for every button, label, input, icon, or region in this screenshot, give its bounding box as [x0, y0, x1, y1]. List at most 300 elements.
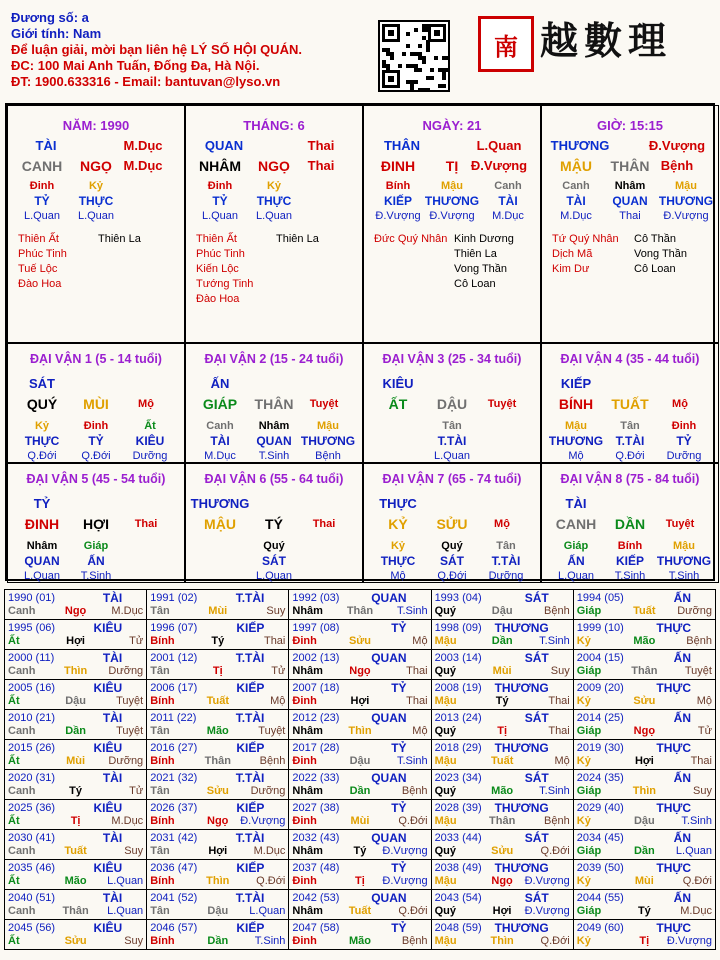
year-cell — [5, 620, 147, 650]
year-stage: Mộ — [696, 695, 712, 707]
year-head — [289, 710, 430, 724]
year-branch: Dậu — [65, 695, 86, 707]
hidden-ten-god: T.TÀI — [615, 434, 645, 448]
year-body — [432, 604, 573, 618]
year-branch: Tuất — [490, 755, 514, 767]
year-head — [432, 680, 573, 694]
year-stage: T.Sinh — [539, 785, 570, 797]
hidden-stem: Đinh — [83, 420, 109, 432]
year-cell — [573, 740, 715, 770]
heavenly-stem: MẬU — [204, 516, 236, 532]
hidden-stage: Mộ — [568, 450, 584, 462]
hidden-ten-god: TÀI — [498, 194, 518, 208]
hidden-stem: Kỷ — [34, 420, 50, 432]
year-head — [5, 590, 146, 604]
ten-god: TỶ — [33, 496, 51, 511]
year-cell — [289, 680, 431, 710]
year-branch: Hợi — [208, 845, 228, 857]
hidden-stem: Kỷ — [88, 180, 104, 192]
year-head — [289, 590, 430, 604]
year-head — [5, 650, 146, 664]
year-body — [289, 844, 430, 858]
hidden-stem: Quý — [441, 540, 463, 552]
year-ten-god: QUAN — [371, 591, 407, 605]
ten-god: QUAN — [204, 138, 244, 153]
year-cell — [5, 860, 147, 890]
year-stage: T.Sinh — [396, 605, 428, 617]
hidden-stem: Mậu — [441, 180, 463, 192]
heavenly-stem: KỶ — [388, 516, 408, 532]
year-stem: Ất — [8, 875, 20, 887]
year-stage: Thai — [406, 665, 428, 677]
year-body — [5, 934, 146, 948]
year-stage: Tử — [271, 665, 286, 677]
year-body — [5, 874, 146, 888]
year-branch: Tý — [211, 635, 225, 647]
year-stem: Quý — [434, 725, 456, 737]
year-label: 2016 (27) — [150, 742, 198, 754]
hidden-ten-god: THỰC — [24, 434, 60, 448]
year-label: 2018 (29) — [434, 742, 482, 754]
year-branch: Thân — [346, 605, 374, 617]
year-stem: Canh — [8, 725, 36, 737]
year-label: 1999 (10) — [576, 622, 624, 634]
year-branch: Dậu — [633, 815, 655, 827]
year-head — [147, 830, 288, 844]
ten-god: THƯƠNG — [190, 496, 250, 511]
hidden-stage: Đ.Vượng — [429, 210, 475, 222]
year-cell — [5, 590, 147, 620]
year-stem: Mậu — [434, 695, 457, 707]
year-label: 2030 (41) — [8, 832, 56, 844]
year-stem: Kỷ — [576, 635, 591, 647]
hidden-ten-god: KIÊU — [135, 434, 165, 448]
year-cell — [5, 650, 147, 680]
earthly-branch: SỬU — [436, 516, 468, 532]
year-stem: Mậu — [434, 875, 457, 887]
star-left: Thiên Ất — [196, 233, 237, 245]
year-ten-god: THỰC — [656, 681, 691, 695]
year-stem: Bính — [150, 935, 175, 947]
year-branch: Sửu — [491, 845, 514, 857]
year-stage: Mộ — [270, 695, 286, 707]
year-stem: Quý — [434, 785, 456, 797]
year-cell — [431, 710, 573, 740]
year-stem: Bính — [150, 635, 175, 647]
year-label: 2025 (36) — [8, 802, 56, 814]
year-stem: Kỷ — [576, 755, 591, 767]
hidden-stem: Bính — [617, 540, 643, 552]
year-cell — [573, 590, 715, 620]
year-cell — [289, 770, 431, 800]
year-stem: Giáp — [576, 725, 602, 737]
year-body — [147, 814, 288, 828]
branch-stage: Mộ — [138, 398, 154, 410]
year-branch: Ngọ — [633, 725, 656, 737]
earthly-branch: NGỌ — [258, 158, 290, 174]
year-stem: Mậu — [434, 815, 457, 827]
year-body — [289, 724, 430, 738]
year-head — [5, 830, 146, 844]
year-body — [5, 664, 146, 678]
year-stem: Ất — [8, 635, 20, 647]
branch-stage: M.Dục — [123, 158, 163, 173]
dai-van-6 — [185, 463, 363, 583]
year-stage: Tử — [697, 725, 712, 737]
year-body — [432, 844, 573, 858]
star-left: Tứ Quý Nhân — [552, 233, 619, 245]
year-body — [432, 694, 573, 708]
year-ten-god: TỶ — [391, 861, 407, 875]
year-ten-god: KIÊU — [93, 741, 123, 755]
year-cell — [431, 890, 573, 920]
year-head — [289, 740, 430, 754]
hidden-ten-god: SÁT — [440, 554, 464, 568]
year-stem: Mậu — [434, 755, 457, 767]
year-stem: Kỷ — [576, 935, 591, 947]
year-ten-god: TỶ — [391, 921, 407, 935]
year-ten-god: TÀI — [102, 891, 123, 905]
hidden-stem: Giáp — [563, 540, 589, 552]
hidden-ten-god: TỶ — [212, 194, 228, 208]
year-ten-god: KIÊU — [93, 681, 123, 695]
year-stem: Bính — [150, 815, 175, 827]
year-head — [5, 770, 146, 784]
year-branch: Thân — [489, 815, 516, 827]
year-cell — [147, 830, 289, 860]
year-body — [289, 904, 430, 918]
dai-van-4 — [541, 343, 719, 463]
hidden-stem: Mậu — [565, 420, 587, 432]
hidden-stage: Đ.Vượng — [663, 210, 709, 222]
year-branch: Sửu — [64, 935, 87, 947]
year-cell — [147, 740, 289, 770]
dai-van-title: ĐẠI VẬN 7 (65 - 74 tuổi) — [382, 472, 522, 486]
earthly-branch: DẦN — [614, 516, 646, 532]
year-label: 2034 (45) — [576, 832, 624, 844]
branch-stage: Tuyệt — [487, 398, 517, 410]
year-cell — [289, 800, 431, 830]
year-stage: Q.Đới — [540, 845, 570, 857]
year-cell — [573, 890, 715, 920]
year-stem: Bính — [150, 875, 175, 887]
year-ten-god: TÀI — [102, 591, 123, 605]
year-ten-god: ẤN — [673, 651, 691, 665]
heavenly-stem: CANH — [555, 516, 597, 532]
ten-god: TÀI — [35, 138, 57, 153]
growth-stage: Thai — [307, 138, 335, 153]
dai-van-1 — [7, 343, 185, 463]
year-stage: Mộ — [412, 725, 428, 737]
year-cell — [147, 620, 289, 650]
star-right: Cô Loan — [634, 263, 676, 275]
hidden-stem: Canh — [206, 420, 234, 432]
year-body — [574, 904, 715, 918]
year-label: 1994 (05) — [576, 592, 624, 604]
year-ten-god: T.TÀI — [235, 771, 265, 785]
year-branch: Ngọ — [207, 815, 229, 827]
year-ten-god: T.TÀI — [235, 891, 265, 905]
year-cell — [573, 770, 715, 800]
year-label: 1992 (03) — [292, 592, 340, 604]
year-branch: Hợi — [492, 905, 512, 917]
star-left: Đức Quý Nhân — [374, 233, 448, 245]
year-ten-god: THƯƠNG — [494, 801, 549, 815]
year-body — [574, 754, 715, 768]
pillar-title: NGÀY: 21 — [422, 118, 482, 133]
year-branch: Thân — [62, 905, 89, 917]
year-stem: Nhâm — [292, 665, 323, 677]
year-branch: Tý — [637, 905, 651, 917]
year-ten-god: TÀI — [102, 651, 123, 665]
year-body — [5, 634, 146, 648]
year-cell — [573, 710, 715, 740]
year-stem: Đinh — [292, 935, 317, 947]
year-head — [574, 740, 715, 754]
year-branch: Thân — [631, 665, 658, 677]
dai-van-title: ĐẠI VẬN 6 (55 - 64 tuổi) — [204, 472, 344, 486]
year-ten-god: SÁT — [524, 831, 549, 845]
year-stem: Đinh — [292, 755, 317, 767]
year-stem: Ất — [8, 815, 20, 827]
year-body — [147, 754, 288, 768]
year-head — [289, 620, 430, 634]
year-body — [147, 694, 288, 708]
year-head — [432, 920, 573, 934]
year-branch: Tuất — [633, 605, 656, 617]
year-ten-god: ẤN — [673, 891, 691, 905]
year-body — [289, 634, 430, 648]
year-branch: Ngọ — [64, 605, 87, 617]
year-ten-god: QUAN — [371, 771, 407, 785]
year-ten-god: THƯƠNG — [494, 921, 549, 935]
year-stem: Canh — [8, 605, 36, 617]
year-cell — [431, 830, 573, 860]
year-branch: Ngọ — [349, 665, 371, 677]
year-ten-god: T.TÀI — [235, 711, 265, 725]
year-ten-god: TỶ — [391, 681, 407, 695]
year-body — [5, 904, 146, 918]
phone-email-line: ĐT: 1900.633316 - Email: bantuvan@lyso.vn — [11, 74, 281, 89]
earthly-branch: NGỌ — [80, 158, 112, 174]
year-label: 1991 (02) — [150, 592, 198, 604]
pillar-3 — [541, 105, 719, 343]
year-label: 2026 (37) — [150, 802, 198, 814]
year-cell — [289, 740, 431, 770]
year-ten-god: TÀI — [102, 711, 123, 725]
year-branch: Ngọ — [491, 875, 513, 887]
year-branch: Thìn — [632, 785, 656, 797]
year-head — [432, 740, 573, 754]
star-left: Đào Hoa — [196, 293, 240, 305]
year-head — [147, 680, 288, 694]
year-ten-god: THỰC — [656, 861, 691, 875]
year-body — [289, 934, 430, 948]
year-cell — [5, 710, 147, 740]
hidden-ten-god: ẤN — [567, 554, 585, 568]
year-label: 2049 (60) — [576, 922, 624, 934]
year-stage: Bệnh — [686, 635, 712, 647]
year-label: 2002 (13) — [292, 652, 340, 664]
heavenly-stem: BÍNH — [558, 396, 594, 412]
star-left: Đào Hoa — [18, 278, 62, 290]
year-branch: Tý — [69, 785, 83, 797]
hidden-stage: T.Sinh — [614, 570, 646, 582]
year-stage: Dưỡng — [108, 755, 144, 767]
year-body — [289, 784, 430, 798]
ten-god: THƯƠNG — [550, 138, 610, 153]
year-stage: Mộ — [412, 635, 428, 647]
year-head — [432, 860, 573, 874]
year-stem: Tân — [150, 605, 170, 617]
hidden-ten-god: QUAN — [24, 554, 60, 568]
branch-stage: Tuyệt — [665, 518, 695, 530]
year-stage: Đ.Vượng — [240, 815, 286, 827]
year-stem: Nhâm — [292, 845, 323, 857]
year-branch: Hợi — [66, 635, 85, 647]
ten-god: SÁT — [29, 376, 55, 391]
dai-van-8 — [541, 463, 719, 583]
year-branch: Mùi — [208, 605, 228, 617]
star-right: Vong Thần — [454, 263, 508, 275]
year-branch: Mão — [633, 635, 656, 647]
year-stage: Bệnh — [544, 815, 570, 827]
hidden-stage: L.Quan — [77, 210, 115, 222]
year-body — [432, 874, 573, 888]
year-stem: Đinh — [292, 815, 317, 827]
year-stem: Quý — [434, 845, 456, 857]
branch-stage: Đ.Vượng — [470, 158, 528, 173]
year-head — [574, 680, 715, 694]
earthly-branch: THÂN — [254, 396, 294, 412]
year-stage: T.Sinh — [254, 935, 286, 947]
year-stage: Tử — [129, 785, 144, 797]
star-left: Phúc Tinh — [18, 248, 67, 260]
year-label: 2012 (23) — [292, 712, 340, 724]
year-cell — [289, 920, 431, 950]
year-body — [574, 634, 715, 648]
year-ten-god: THỰC — [656, 621, 691, 635]
hidden-ten-god: ẤN — [87, 554, 105, 568]
year-label: 1997 (08) — [292, 622, 340, 634]
year-head — [432, 710, 573, 724]
year-stem: Quý — [434, 665, 456, 677]
year-stem: Ất — [8, 695, 20, 707]
hidden-stem: Kỷ — [390, 540, 406, 552]
year-cell — [573, 680, 715, 710]
year-stage: Bệnh — [259, 755, 286, 767]
branch-stage: Thai — [134, 518, 158, 530]
year-stage: Đ.Vượng — [382, 845, 428, 857]
year-cell — [147, 680, 289, 710]
year-cell — [147, 800, 289, 830]
year-stage: Dưỡng — [108, 665, 144, 677]
star-right: Cô Thần — [634, 233, 676, 245]
year-stage: T.Sinh — [539, 635, 570, 647]
year-label: 1995 (06) — [8, 622, 56, 634]
year-head — [432, 650, 573, 664]
year-head — [432, 590, 573, 604]
year-body — [574, 874, 715, 888]
hidden-stage: Mộ — [390, 570, 406, 582]
hidden-stage: L.Quan — [433, 450, 471, 462]
star-left: Dịch Mã — [552, 248, 593, 260]
year-stem: Đinh — [292, 875, 317, 887]
year-head — [574, 590, 715, 604]
ten-god: THỰC — [379, 496, 417, 511]
year-branch: Dậu — [491, 605, 513, 617]
hidden-ten-god: THƯƠNG — [424, 194, 480, 208]
year-body — [5, 694, 146, 708]
year-stage: Thai — [263, 635, 286, 647]
year-stage: M.Dục — [111, 605, 144, 617]
hidden-stem: Tân — [620, 420, 640, 432]
year-body — [432, 784, 573, 798]
hidden-stem: Giáp — [83, 540, 109, 552]
year-stem: Giáp — [576, 785, 602, 797]
year-stem: Canh — [8, 785, 36, 797]
year-stem: Nhâm — [292, 725, 323, 737]
qr-code-icon — [378, 20, 450, 92]
hidden-ten-god: KIẾP — [615, 554, 644, 568]
heavenly-stem: ĐINH — [380, 158, 416, 174]
year-label: 2011 (22) — [150, 712, 197, 724]
heavenly-stem: ẤT — [388, 396, 408, 412]
year-cell — [431, 590, 573, 620]
year-branch: Dần — [65, 725, 86, 737]
hidden-stage: Thai — [619, 210, 641, 222]
year-cell — [289, 710, 431, 740]
hidden-stem: Nhâm — [26, 540, 58, 552]
year-stem: Kỷ — [576, 695, 591, 707]
hidden-stage: L.Quan — [201, 210, 239, 222]
year-head — [5, 740, 146, 754]
branch-stage: Thai — [307, 158, 335, 173]
year-branch: Thìn — [63, 665, 88, 677]
year-stem: Giáp — [576, 845, 602, 857]
year-stage: Q.Đới — [540, 935, 570, 947]
hidden-ten-god: TỶ — [676, 434, 692, 448]
year-head — [147, 800, 288, 814]
year-label: 2006 (17) — [150, 682, 198, 694]
year-ten-god: THƯƠNG — [494, 861, 549, 875]
year-head — [289, 770, 430, 784]
year-stem: Bính — [150, 755, 175, 767]
year-stage: M.Dục — [111, 815, 144, 827]
year-branch: Sửu — [348, 635, 371, 647]
year-body — [574, 694, 715, 708]
hidden-ten-god: TỶ — [34, 194, 50, 208]
year-ten-god: QUAN — [371, 891, 407, 905]
year-head — [432, 770, 573, 784]
year-label: 2013 (24) — [434, 712, 482, 724]
year-head — [289, 860, 430, 874]
hidden-ten-god: THƯƠNG — [656, 554, 712, 568]
year-head — [574, 620, 715, 634]
dai-van-title: ĐẠI VẬN 1 (5 - 14 tuổi) — [30, 352, 162, 366]
year-label: 2033 (44) — [434, 832, 482, 844]
hidden-stem: Mậu — [675, 180, 697, 192]
year-stem: Nhâm — [292, 785, 323, 797]
year-label: 2022 (33) — [292, 772, 340, 784]
year-stage: Q.Đới — [398, 905, 428, 917]
year-stage: Đ.Vượng — [524, 905, 570, 917]
hidden-stage: Q.Đới — [615, 450, 645, 462]
pillar-title: NĂM: 1990 — [62, 118, 130, 133]
hidden-stem: Nhâm — [614, 180, 646, 192]
pillar-title: THÁNG: 6 — [243, 118, 305, 133]
year-head — [432, 620, 573, 634]
